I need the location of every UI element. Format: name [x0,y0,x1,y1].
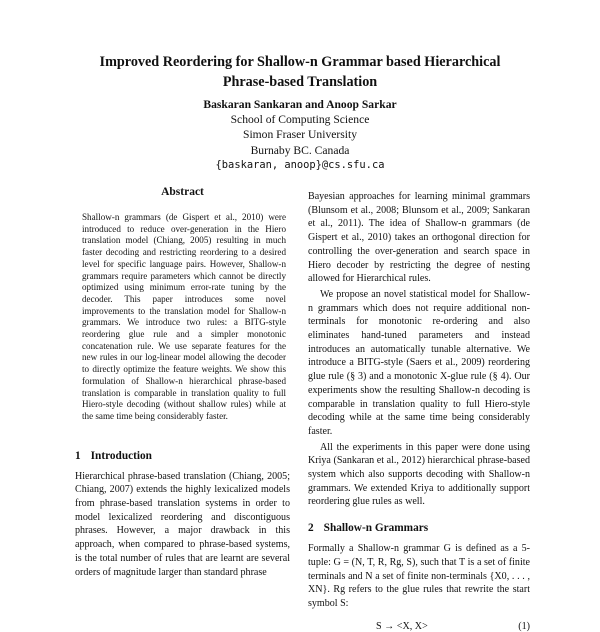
author-email: {baskaran, anoop}@cs.sfu.ca [215,158,385,171]
left-column [75,182,290,579]
author-names: Baskaran Sankaran and Anoop Sarkar [203,98,397,111]
section-2-heading [308,522,530,534]
affiliation-line-2: Simon Fraser University [243,128,357,142]
right-paragraph-3: All the experiments in this paper were done using Kriya (Sankaran et al., 2012) hierarchical phrase-based system which also supports decoding with Shallow-n grammars. We extended Kriya to additionally support reordering glue rules as well. [308,441,530,508]
section-1-title: Introduction [90,449,152,462]
right-column [308,190,530,632]
section-1-heading [75,450,290,462]
title-line-1: Improved Reordering for Shallow-n Grammar based Hierarchical [99,54,501,70]
section-2-number: 2 [308,522,314,535]
affiliation-line-3: Burnaby BC. Canada [250,143,350,157]
paper-title [60,52,540,92]
equation-1 [308,621,530,632]
section-2-text: Formally a Shallow-n grammar G is defined as a 5-tuple: G = (N, T, R, Rg, S), such that T is a set of finite terminals and N a set of finite non-terminals {X0, . . . , XN}. Rg refers to the glue rules that rewrite the start symbol S: [308,543,530,609]
author-block [100,97,500,173]
right-paragraph-2: We propose an novel statistical model for Shallow-n grammars which does not require additional non-terminals for monotonic re-ordering and also eliminates hand-tuned parameters and instead introduces an automatically tunable alternative. We introduce a BITG-style (Saers et al., 2009) reordering glue rule (§ 3) and a monotonic X-glue rule (§ 4). Our experiments show the resulting Shallow-n decoding is comparable in translation quality to full Hiero-style decoding while at the same time being considerably faster. [308,288,530,437]
equation-1-number: (1) [518,620,530,632]
abstract-heading: Abstract [161,186,204,198]
section-2-title: Shallow-n Grammars [323,522,429,535]
section-1-number: 1 [75,449,81,462]
abstract-text: Shallow-n grammars (de Gispert et al., 2010) were introduced to reduce over-generation in the Hiero translation model (Chiang, 2005) resulting in much faster decoding and restricting reordering to a desired level for specific language pairs. However, Shallow-n grammars require parameters which cannot be directly optimized using minimum error-rate tuning by the decoder. This paper introduces some novel improvements to the translation model for Shallow-n grammars. We introduce two rules: a BITG-style reordering glue rule and a simpler monotonic concatenation rule. We use separate features for the new rules in our log-linear model allowing the decoder to directly optimize the feature weights. We show this formulation of Shallow-n hierarchical phrase-based translation is comparable in translation quality to full Hiero-style decoding (without shallow rules) while at the same time being considerably faster. [82,212,286,421]
title-line-2: Phrase-based Translation [222,74,378,90]
introduction-text: Hierarchical phrase-based translation (Chiang, 2005; Chiang, 2007) extends the highly lexicalized models from phrase-based translation systems in order to model lexicalized reordering and discontiguous phrases. However, a major drawback in this approach, when compared to phrase-based systems, is the total number of rules that are learnt are several orders of magnitude larger than standard phrase [75,470,290,578]
right-paragraph-1: Bayesian approaches for learning minimal grammars (Blunsom et al., 2008; Blunsom et al., 2009; Sankaran et al., 2011). The idea of Shallow-n grammars (de Gispert et al., 2010) takes an orthogonal direction for controlling the over-generation and search space in Hiero decoder by restricting the degree of nesting allowed for Hierarchical rules. [308,191,530,285]
affiliation-line-1: School of Computing Science [230,113,370,127]
equation-1-body: S → <X, X> [376,620,428,632]
